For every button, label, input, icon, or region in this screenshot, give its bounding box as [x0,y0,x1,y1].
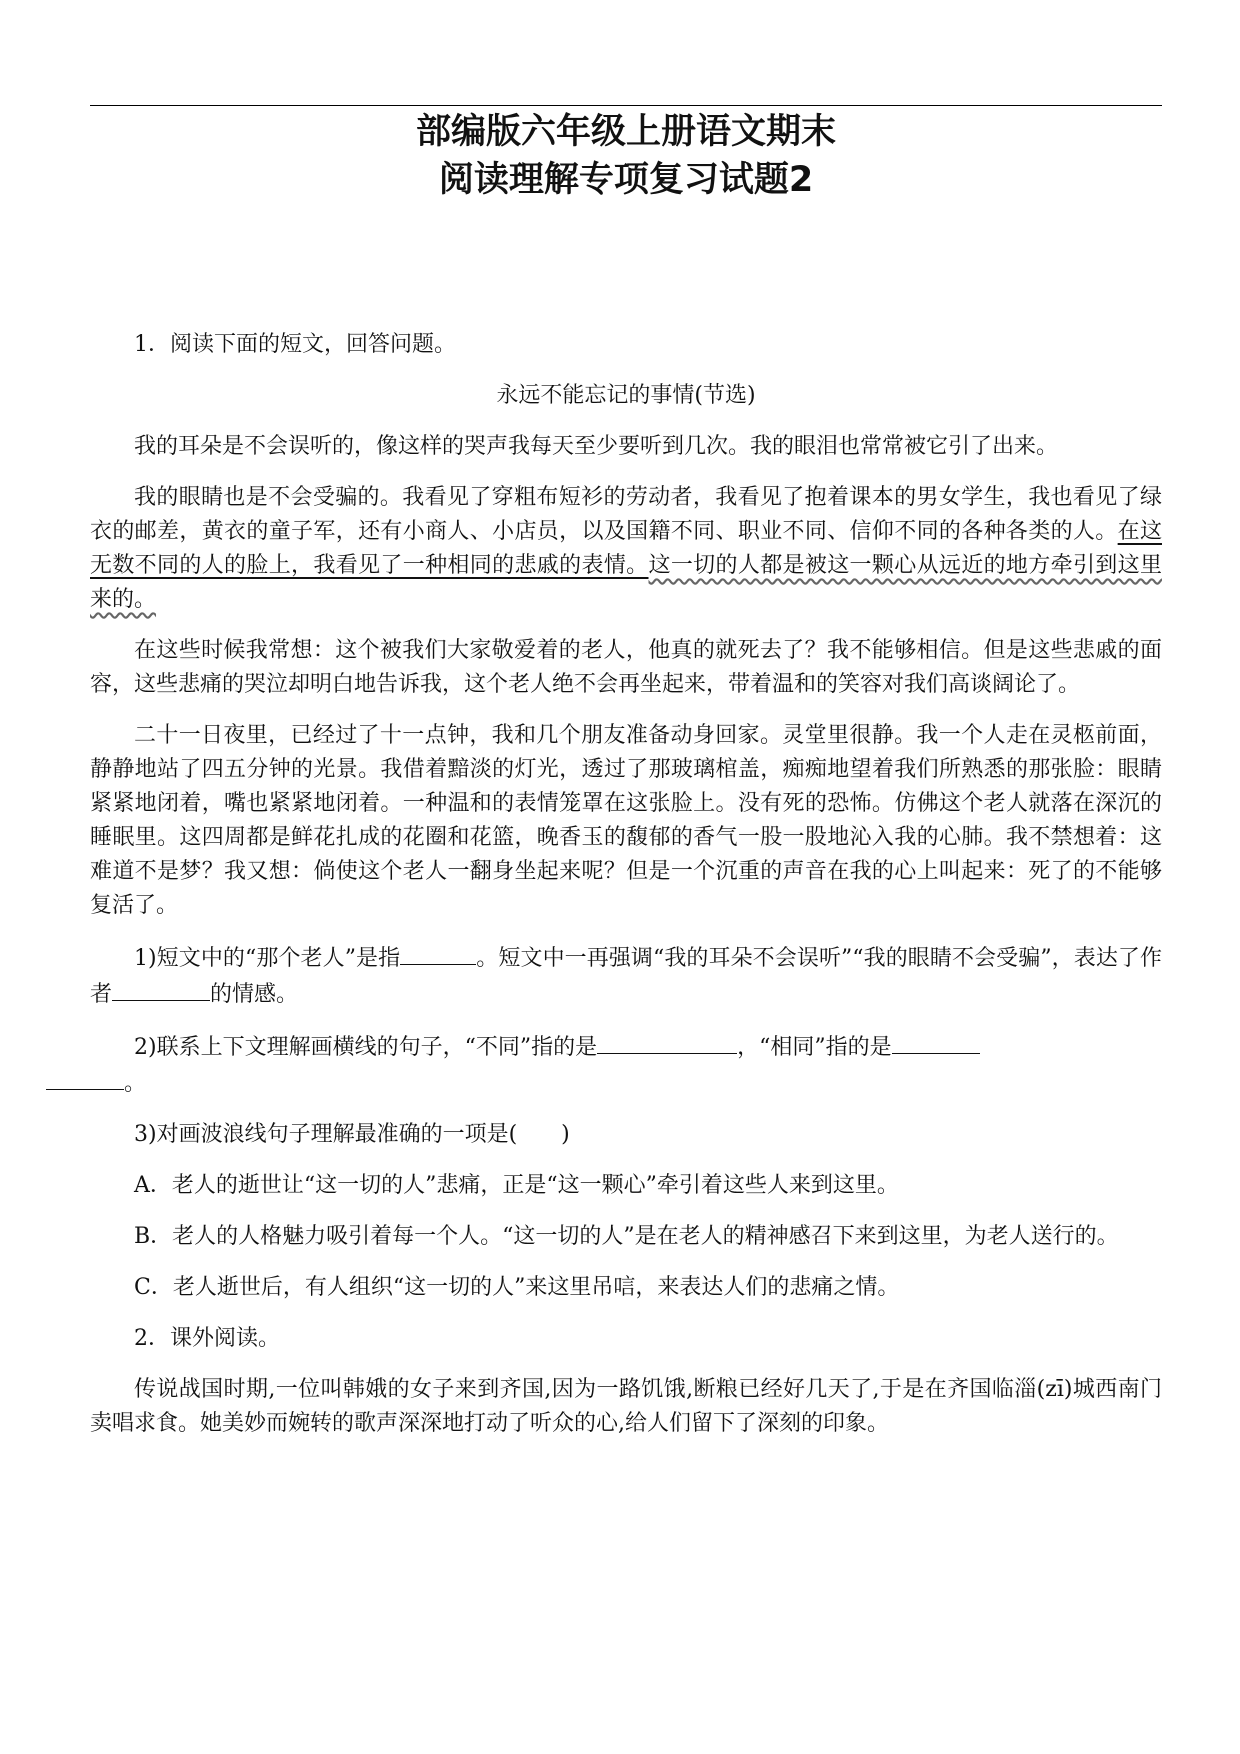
sub-question-3: 3)对画波浪线句子理解最准确的一项是( ) [134,1122,570,1147]
answer-blank-2[interactable] [112,976,210,1001]
document-body [90,328,1162,1458]
wavy-underlined-sentence: 这一切的人都是被这一颗心从远近的地方牵引到这里来的。 [90,553,1162,612]
passage-title: 永远不能忘记的事情(节选) [496,383,756,408]
option-b: B．老人的人格魅力吸引着每一个人。“这一切的人”是在老人的精神感召下来到这里，为老人送行的。 [134,1224,1119,1249]
title-line-2: 阅读理解专项复习试题2 [438,160,814,200]
passage-paragraph-2 [90,481,1162,617]
answer-blank-4[interactable] [892,1029,980,1054]
question-2-intro: 2．课外阅读。 [134,1326,280,1351]
passage-paragraph-4: 二十一日夜里，已经过了十一点钟，我和几个朋友准备动身回家。灵堂里很静。我一个人走在灵柩前面，静静地站了四五分钟的光景。我借着黯淡的灯光，透过了那玻璃棺盖，痴痴地望着我们所熟悉的那张脸：眼睛紧紧地闭着，嘴也紧紧地闭着。一种温和的表情笼罩在这张脸上。没有死的恐怖。仿佛这个老人就落在深沉的睡眠里。这四周都是鲜花扎成的花圈和花篮，晚香玉的馥郁的香气一股一股地沁入我的心肺。我不禁想着：这难道不是梦？我又想：倘使这个老人一翻身坐起来呢？但是一个沉重的声音在我的心上叫起来：死了的不能够复活了。 [90,723,1162,918]
document-title [90,108,1162,204]
answer-blank-4-continued[interactable] [46,1065,124,1090]
option-a: A．老人的逝世让“这一切的人”悲痛，正是“这一颗心”牵引着这些人来到这里。 [134,1173,899,1198]
title-line-1: 部编版六年级上册语文期末 [415,112,836,152]
answer-blank-1[interactable] [400,940,476,965]
header-rule [90,105,1162,106]
question-1-intro: 1．阅读下面的短文，回答问题。 [134,332,456,357]
sub-question-2: 2)联系上下文理解画横线的句子，“不同”指的是 ，“相同”指的是 。 [90,1029,1162,1101]
sub-question-1: 1)短文中的“那个老人”是指 。短文中一再强调“我的耳朵不会误听”“我的眼睛不会受骗”，表达了作者 的情感。 [90,940,1162,1012]
option-c: C．老人逝世后，有人组织“这一切的人”来这里吊唁，来表达人们的悲痛之情。 [134,1275,900,1300]
passage-paragraph-3: 在这些时候我常想：这个被我们大家敬爱着的老人，他真的就死去了？我不能够相信。但是这些悲戚的面容，这些悲痛的哭泣却明白地告诉我，这个老人绝不会再坐起来，带着温和的笑容对我们高谈阔论了。 [90,638,1162,697]
answer-blank-3[interactable] [597,1029,737,1054]
question-2-paragraph-1: 传说战国时期,一位叫韩娥的女子来到齐国,因为一路饥饿,断粮已经好几天了,于是在齐国临淄(zī)城西南门卖唱求食。她美妙而婉转的歌声深深地打动了听众的心,给人们留下了深刻的印象。 [90,1377,1162,1436]
paragraph-2-text: 我的眼睛也是不会受骗的。我看见了穿粗布短衫的劳动者，我看见了抱着课本的男女学生，我也看见了绿衣的邮差，黄衣的童子军，还有小商人、小店员，以及国籍不同、职业不同、信仰不同的各种各类的人。 [90,485,1162,544]
underlined-sentence: 在这无数不同的人的脸上，我看见了一种相同的悲戚的表情。 [90,519,1162,578]
passage-paragraph-1: 我的耳朵是不会误听的，像这样的哭声我每天至少要听到几次。我的眼泪也常常被它引了出来。 [134,434,1059,459]
